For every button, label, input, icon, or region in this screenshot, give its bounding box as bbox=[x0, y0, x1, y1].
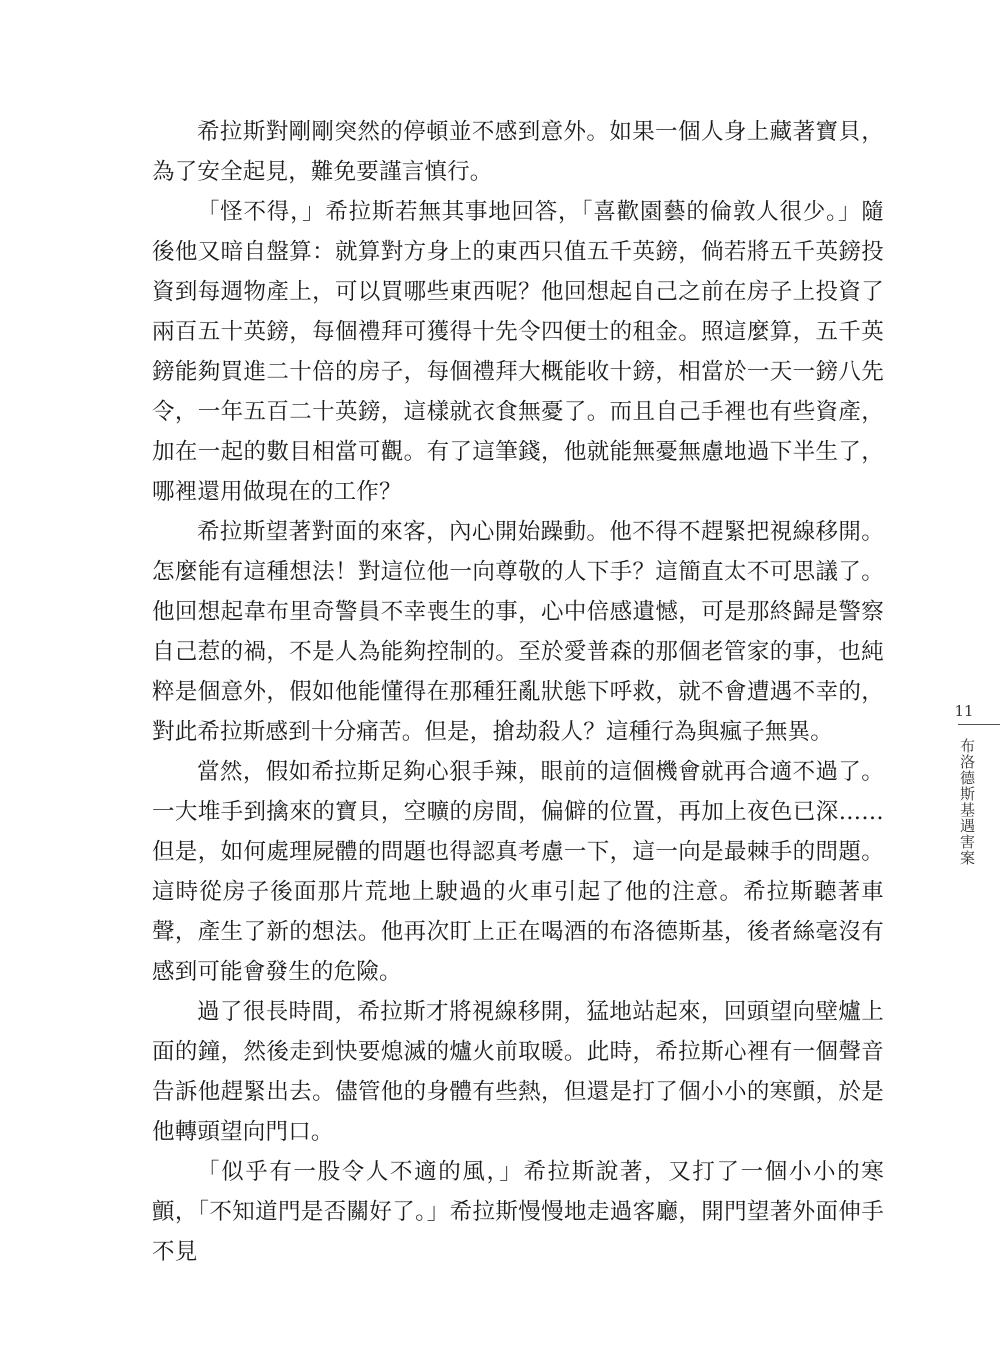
body-text bbox=[152, 112, 884, 1272]
paragraph-4: 當然，假如希拉斯足夠心狠手辣，眼前的這個機會就再合適不過了。一大堆手到擒來的寶貝，空曠的房間，偏僻的位置，再加上夜色已深……但是，如何處理屍體的問題也得認真考慮一下，這一向是最棘手的問題。這時從房子後面那片荒地上駛過的火車引起了他的注意。希拉斯聽著車聲，產生了新的想法。他再次盯上正在喝酒的布洛德斯基，後者絲毫沒有感到可能會發生的危險。 bbox=[152, 759, 884, 985]
margin-divider bbox=[958, 724, 1000, 725]
running-title: 布洛德斯基遇害案 bbox=[958, 738, 976, 866]
page-number: 11 bbox=[954, 702, 974, 720]
paragraph-3: 希拉斯望著對面的來客，內心開始躁動。他不得不趕緊把視線移開。怎麼能有這種想法！對這位他一向尊敬的人下手？這簡直太不可思議了。他回想起韋布里奇警員不幸喪生的事，心中倍感遺憾，可是那終歸是警察自己惹的禍，不是人為能夠控制的。至於愛普森的那個老管家的事，也純粹是個意外，假如他能懂得在那種狂亂狀態下呼救，就不會遭遇不幸的，對此希拉斯感到十分痛苦。但是，搶劫殺人？這種行為與瘋子無異。 bbox=[152, 519, 884, 745]
paragraph-6: 「似乎有一股令人不適的風，」希拉斯說著，又打了一個小小的寒顫，「不知道門是否關好了。」希拉斯慢慢地走過客廳，開門望著外面伸手不見 bbox=[152, 1159, 884, 1265]
paragraph-1: 希拉斯對剛剛突然的停頓並不感到意外。如果一個人身上藏著寶貝，為了安全起見，難免要謹言慎行。 bbox=[152, 119, 884, 185]
paragraph-2: 「怪不得，」希拉斯若無其事地回答，「喜歡園藝的倫敦人很少。」隨後他又暗自盤算：就算對方身上的東西只值五千英鎊，倘若將五千英鎊投資到每週物產上，可以買哪些東西呢？他回想起自己之前在房子上投資了兩百五十英鎊，每個禮拜可獲得十先令四便士的租金。照這麼算，五千英鎊能夠買進二十倍的房子，每個禮拜大概能收十鎊，相當於一天一鎊八先令，一年五百二十英鎊，這樣就衣食無憂了。而且自己手裡也有些資產，加在一起的數目相當可觀。有了這筆錢，他就能無憂無慮地過下半生了，哪裡還用做現在的工作？ bbox=[152, 199, 884, 505]
paragraph-5: 過了很長時間，希拉斯才將視線移開，猛地站起來，回頭望向壁爐上面的鐘，然後走到快要熄滅的爐火前取暖。此時，希拉斯心裡有一個聲音告訴他趕緊出去。儘管他的身體有些熱，但還是打了個小小的寒顫，於是他轉頭望向門口。 bbox=[152, 999, 884, 1145]
